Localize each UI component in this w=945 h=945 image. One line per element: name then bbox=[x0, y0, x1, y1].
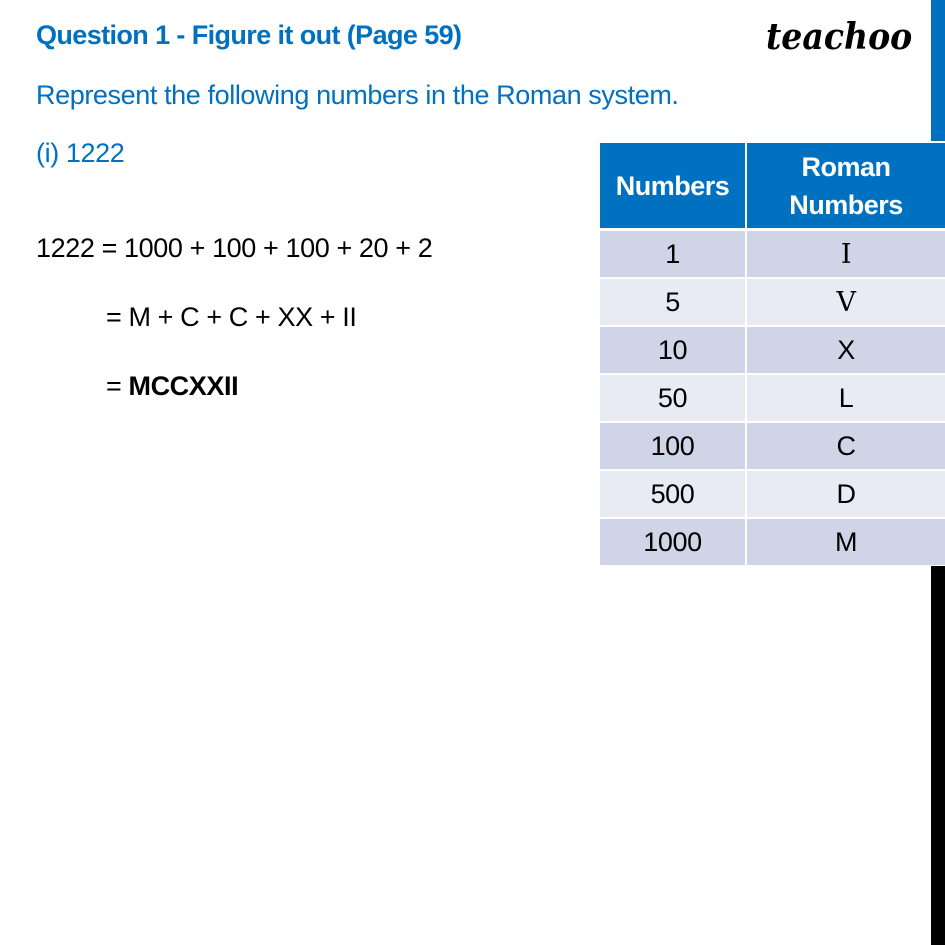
roman-numerals-table bbox=[600, 143, 945, 565]
table-row bbox=[600, 422, 945, 470]
accent-bar-top bbox=[931, 0, 945, 141]
equals-sign: = bbox=[106, 371, 129, 401]
cell-number: 10 bbox=[600, 326, 746, 374]
table-row bbox=[600, 278, 945, 326]
header-roman-numbers bbox=[746, 143, 945, 230]
header-numbers: Numbers bbox=[600, 143, 746, 230]
cell-number: 100 bbox=[600, 422, 746, 470]
table-row bbox=[600, 518, 945, 565]
cell-roman: X bbox=[746, 326, 945, 374]
solution-line-1: 1222 = 1000 + 100 + 100 + 20 + 2 bbox=[36, 233, 433, 263]
solution-line-3 bbox=[106, 371, 238, 402]
cell-number: 500 bbox=[600, 470, 746, 518]
header-roman-line2: Numbers bbox=[789, 189, 903, 220]
table-row bbox=[600, 326, 945, 374]
table-row bbox=[600, 374, 945, 422]
page-title: Question 1 - Figure it out (Page 59) bbox=[36, 20, 462, 50]
cell-roman: L bbox=[746, 374, 945, 422]
cell-number: 5 bbox=[600, 278, 746, 326]
cell-roman: D bbox=[746, 470, 945, 518]
teachoo-logo: teachoo bbox=[766, 16, 913, 58]
question-part: (i) 1222 bbox=[36, 138, 125, 168]
cell-roman: C bbox=[746, 422, 945, 470]
final-answer: MCCXXII bbox=[128, 371, 239, 401]
cell-roman: M bbox=[746, 518, 945, 565]
cell-roman: V bbox=[746, 278, 945, 326]
cell-number: 50 bbox=[600, 374, 746, 422]
accent-bar-bottom bbox=[931, 566, 945, 945]
table-row bbox=[600, 470, 945, 518]
solution-line-2: = M + C + C + XX + II bbox=[106, 302, 357, 332]
header-roman-line1: Roman bbox=[801, 151, 891, 182]
question-text: Represent the following numbers in the Roman system. bbox=[36, 80, 679, 110]
table-row bbox=[600, 230, 945, 279]
cell-number: 1 bbox=[600, 230, 746, 279]
cell-roman: I bbox=[746, 230, 945, 279]
table-header-row bbox=[600, 143, 945, 230]
cell-number: 1000 bbox=[600, 518, 746, 565]
